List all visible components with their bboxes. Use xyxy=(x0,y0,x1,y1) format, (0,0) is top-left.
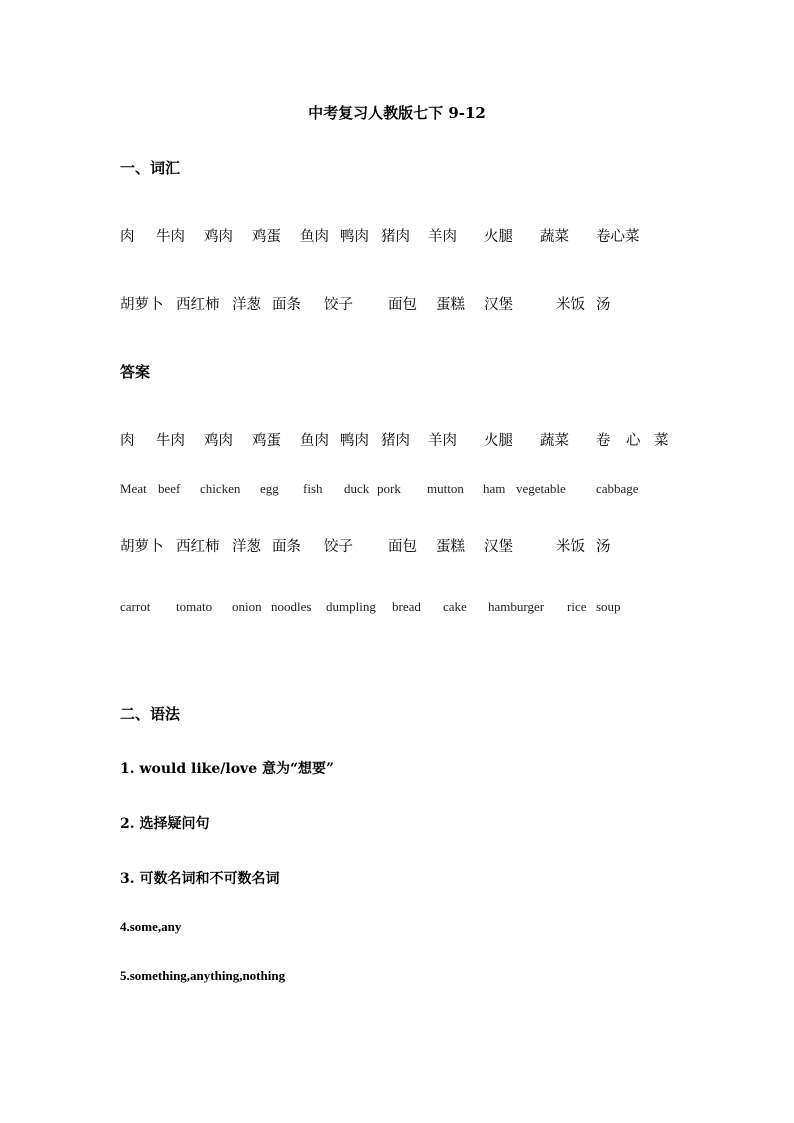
vocab-word: 蔬菜 xyxy=(540,229,569,245)
english-word: hamburger xyxy=(488,599,545,614)
section-heading-grammar: 二、语法 xyxy=(120,705,181,723)
english-word: tomato xyxy=(176,599,213,614)
vocab-word: 牛肉 xyxy=(156,229,185,245)
english-word: chicken xyxy=(200,481,241,496)
english-word: Meat xyxy=(120,481,147,496)
vocab-word: 猪肉 xyxy=(381,229,410,245)
vocab-word: 火腿 xyxy=(484,229,513,245)
english-word: fish xyxy=(303,481,323,496)
vocab-word: 鱼肉 xyxy=(300,229,329,245)
vocab-word: 汤 xyxy=(596,297,611,313)
english-word: duck xyxy=(344,481,370,496)
vocab-word: 汤 xyxy=(596,539,611,555)
english-word: noodles xyxy=(271,599,312,614)
vocab-word: 汉堡 xyxy=(484,539,513,555)
english-word: beef xyxy=(158,481,181,496)
page-title: 中考复习人教版七下 9-12 xyxy=(308,104,486,122)
vocab-word: 鸡蛋 xyxy=(252,433,281,449)
vocab-word: 鸭肉 xyxy=(340,229,369,245)
english-word: rice xyxy=(567,599,587,614)
vocab-word: 米饭 xyxy=(556,297,585,313)
vocab-word: 汉堡 xyxy=(484,297,513,313)
vocab-word: 肉 xyxy=(120,433,135,449)
english-word: soup xyxy=(596,599,621,614)
vocab-word: 洋葱 xyxy=(232,297,261,313)
grammar-item-1: 1. would like/love 意为“想要” xyxy=(120,761,335,777)
vocab-word: 蛋糕 xyxy=(436,539,465,555)
grammar-item-5: 5.something,anything,nothing xyxy=(120,968,286,983)
vocab-word: 火腿 xyxy=(484,433,513,449)
vocab-word: 卷 xyxy=(596,433,611,449)
english-word: vegetable xyxy=(516,481,566,496)
vocab-word: 鸡蛋 xyxy=(252,229,281,245)
vocab-word: 胡萝卜 xyxy=(120,539,164,555)
vocab-word: 羊肉 xyxy=(428,433,457,449)
vocab-word: 饺子 xyxy=(324,539,353,555)
vocab-word: 菜 xyxy=(654,433,669,449)
english-word: cabbage xyxy=(596,481,639,496)
vocab-word: 面包 xyxy=(388,297,417,313)
english-word: bread xyxy=(392,599,421,614)
english-word: ham xyxy=(483,481,506,496)
vocab-word: 卷心菜 xyxy=(596,229,640,245)
vocab-word: 胡萝卜 xyxy=(120,297,164,313)
vocab-word: 鸭肉 xyxy=(340,433,369,449)
vocab-word: 面条 xyxy=(272,297,301,313)
vocab-word: 面包 xyxy=(388,539,417,555)
vocab-word: 羊肉 xyxy=(428,229,457,245)
english-word: dumpling xyxy=(326,599,376,614)
vocab-word: 西红柿 xyxy=(176,539,220,555)
vocab-word: 鸡肉 xyxy=(204,229,233,245)
vocab-word: 米饭 xyxy=(556,539,585,555)
vocab-word: 西红柿 xyxy=(176,297,220,313)
grammar-item-4: 4.some,any xyxy=(120,919,182,934)
vocab-word: 猪肉 xyxy=(381,433,410,449)
vocab-word: 蛋糕 xyxy=(436,297,465,313)
grammar-item-2: 2. 选择疑问句 xyxy=(120,816,210,832)
grammar-item-3: 3. 可数名词和不可数名词 xyxy=(120,871,280,887)
english-word: egg xyxy=(260,481,279,496)
vocab-word: 鸡肉 xyxy=(204,433,233,449)
vocab-word: 鱼肉 xyxy=(300,433,329,449)
vocab-word: 饺子 xyxy=(324,297,353,313)
english-word: onion xyxy=(232,599,262,614)
vocab-word: 肉 xyxy=(120,229,135,245)
english-word: pork xyxy=(377,481,401,496)
vocab-word: 面条 xyxy=(272,539,301,555)
english-word: carrot xyxy=(120,599,151,614)
english-word: mutton xyxy=(427,481,464,496)
section-heading-answers: 答案 xyxy=(120,363,151,381)
english-word: cake xyxy=(443,599,467,614)
vocab-word: 心 xyxy=(626,433,641,449)
vocab-word: 蔬菜 xyxy=(540,433,569,449)
vocab-word: 洋葱 xyxy=(232,539,261,555)
vocab-word: 牛肉 xyxy=(156,433,185,449)
section-heading-vocabulary: 一、词汇 xyxy=(120,159,181,177)
